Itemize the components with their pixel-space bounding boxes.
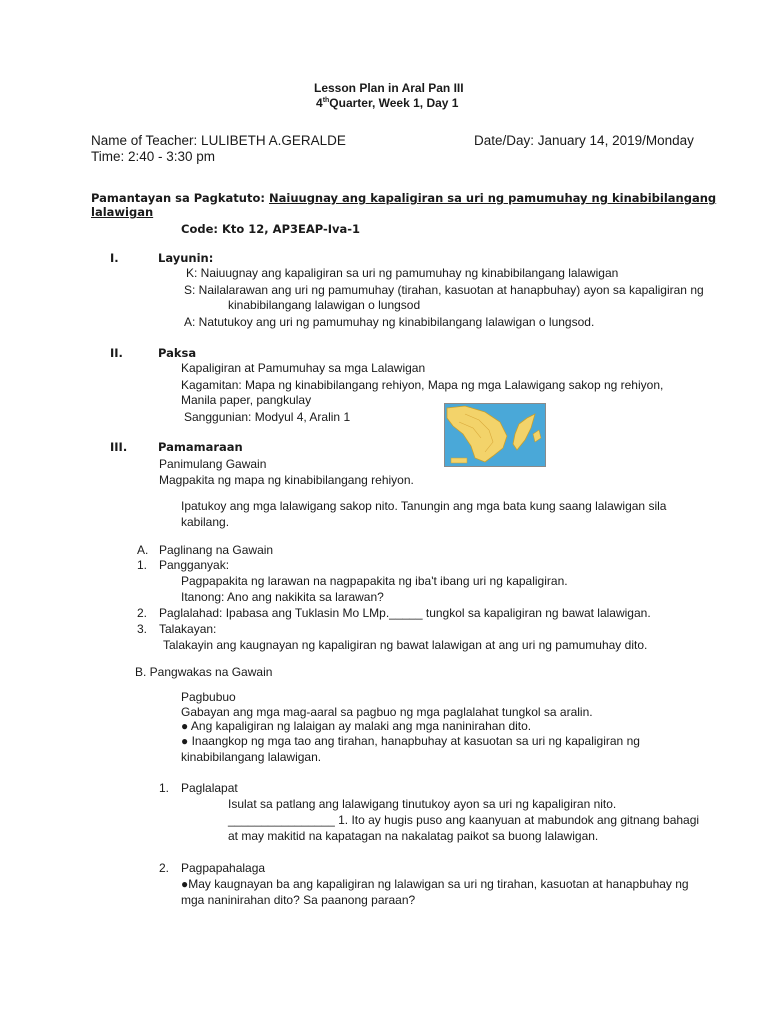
quarter-line — [316, 96, 458, 110]
part-a-label: A. — [137, 543, 149, 557]
teacher-name: Name of Teacher: LULIBETH A.GERALDE — [91, 133, 346, 148]
materials-line: Kagamitan: Mapa ng kinabibilangang rehiyon, Mapa ng mga Lalawigang sakop ng rehiyon, — [181, 378, 664, 392]
objective-a: A: Natutukoy ang uri ng pamumuhay ng kinabibilangang lalawigan o lungsod. — [184, 315, 595, 329]
objective-s: S: Nailalarawan ang uri ng pamumuhay (tirahan, kasuotan at hanapbuhay) ayon sa kapaligiran ng — [184, 283, 704, 297]
reference-line: Sanggunian: Modyul 4, Aralin 1 — [184, 410, 351, 424]
region-map-image — [444, 403, 546, 467]
item-1-line-1: Pagpapakita ng larawan na nagpapakita ng iba't ibang uri ng kapaligiran. — [181, 574, 568, 588]
section-1-number: I. — [110, 251, 119, 265]
application-instruction: Isulat sa patlang ang lalawigang tinutukoy ayon sa uri ng kapaligiran nito. — [228, 797, 617, 811]
objective-k: K: Naiuugnay ang kapaligiran sa uri ng pamumuhay ng kinabibilangang lalawigan — [186, 266, 619, 280]
pagbubuo-line-1: Gabayan ang mga mag-aaral sa pagbuo ng mga paglalahat tungkol sa aralin. — [181, 705, 593, 719]
section-1-title: Layunin: — [158, 251, 214, 265]
application-item-1: ________________ 1. Ito ay hugis puso ang kaanyuan at mabundok ang gitnang bahagi — [228, 813, 700, 827]
valuing-question-cont: mga naninirahan dito? Sa paanong paraan? — [181, 893, 416, 907]
item-2-number: 2. — [137, 606, 148, 620]
item-3-number: 3. — [137, 622, 148, 636]
standard-text: Naiuugnay ang kapaligiran sa uri ng pamumuhay ng kinabibilangang — [269, 191, 717, 205]
date-day: Date/Day: January 14, 2019/Monday — [474, 133, 694, 148]
section-2-title: Paksa — [158, 346, 197, 360]
standard-line — [91, 191, 716, 205]
quarter-suffix: th — [322, 97, 330, 104]
item-2-text: Paglalahad: Ipabasa ang Tuklasin Mo LMp._____ tungkol sa kapaligiran ng bawat lalawigan. — [159, 606, 651, 620]
intro-activity-question: Ipatukoy ang mga lalawigang sakop nito. Tanungin ang mga bata kung saang lalawigan sila — [181, 499, 667, 513]
application-title: Paglalapat — [181, 781, 238, 795]
section-2-number: II. — [110, 346, 123, 360]
objective-s-cont: kinabibilangang lalawigan o lungsod — [228, 298, 421, 312]
intro-activity-line: Magpakita ng mapa ng kinabibilangang rehiyon. — [159, 473, 414, 487]
part-a-title: Paglinang na Gawain — [159, 543, 274, 557]
standard-text-cont: lalawigan — [91, 205, 154, 219]
valuing-title: Pagpapahalaga — [181, 861, 266, 875]
item-3-line-1: Talakayin ang kaugnayan ng kapaligiran ng bawat lalawigan at ang uri ng pamumuhay dito. — [163, 638, 648, 652]
standard-code: Code: Kto 12, AP3EAP-Iva-1 — [181, 222, 361, 236]
item-3-title: Talakayan: — [159, 622, 217, 636]
pagbubuo-bullet-2: ● Inaangkop ng mga tao ang tirahan, hanapbuhay at kasuotan sa uri ng kapaligiran ng — [181, 734, 640, 748]
pagbubuo-title: Pagbubuo — [181, 690, 236, 704]
application-number: 1. — [159, 781, 170, 795]
intro-activity-title: Panimulang Gawain — [159, 457, 267, 471]
section-3-number: III. — [110, 440, 128, 454]
map-graphic — [445, 404, 545, 466]
part-b-title: B. Pangwakas na Gawain — [135, 665, 273, 679]
application-item-1-cont: at may makitid na kapatagan na nakalatag paikot sa buong lalawigan. — [228, 829, 599, 843]
lesson-title: Lesson Plan in Aral Pan III — [314, 81, 464, 95]
pagbubuo-bullet-1: ● Ang kapaligiran ng lalaigan ay malaki ang mga naninirahan dito. — [181, 719, 532, 733]
item-1-line-2: Itanong: Ano ang nakikita sa larawan? — [181, 590, 384, 604]
valuing-number: 2. — [159, 861, 170, 875]
section-3-title: Pamamaraan — [158, 440, 243, 454]
quarter-rest: Quarter, Week 1, Day 1 — [329, 96, 459, 110]
topic-line: Kapaligiran at Pamumuhay sa mga Lalawigan — [181, 361, 426, 375]
pagbubuo-bullet-2-cont: kinabibilangang lalawigan. — [181, 750, 322, 764]
time-line: Time: 2:40 - 3:30 pm — [91, 149, 216, 164]
quarter-number: 4 — [316, 96, 323, 110]
intro-activity-question-cont: kabilang. — [181, 515, 230, 529]
item-1-title: Pangganyak: — [159, 558, 230, 572]
valuing-question: ●May kaugnayan ba ang kapaligiran ng lalawigan sa uri ng tirahan, kasuotan at hanapbuhay ng — [181, 877, 689, 891]
map-legend-box — [451, 458, 467, 463]
materials-line-cont: Manila paper, pangkulay — [181, 393, 312, 407]
standard-label: Pamantayan sa Pagkatuto: — [91, 191, 265, 205]
item-1-number: 1. — [137, 558, 148, 572]
